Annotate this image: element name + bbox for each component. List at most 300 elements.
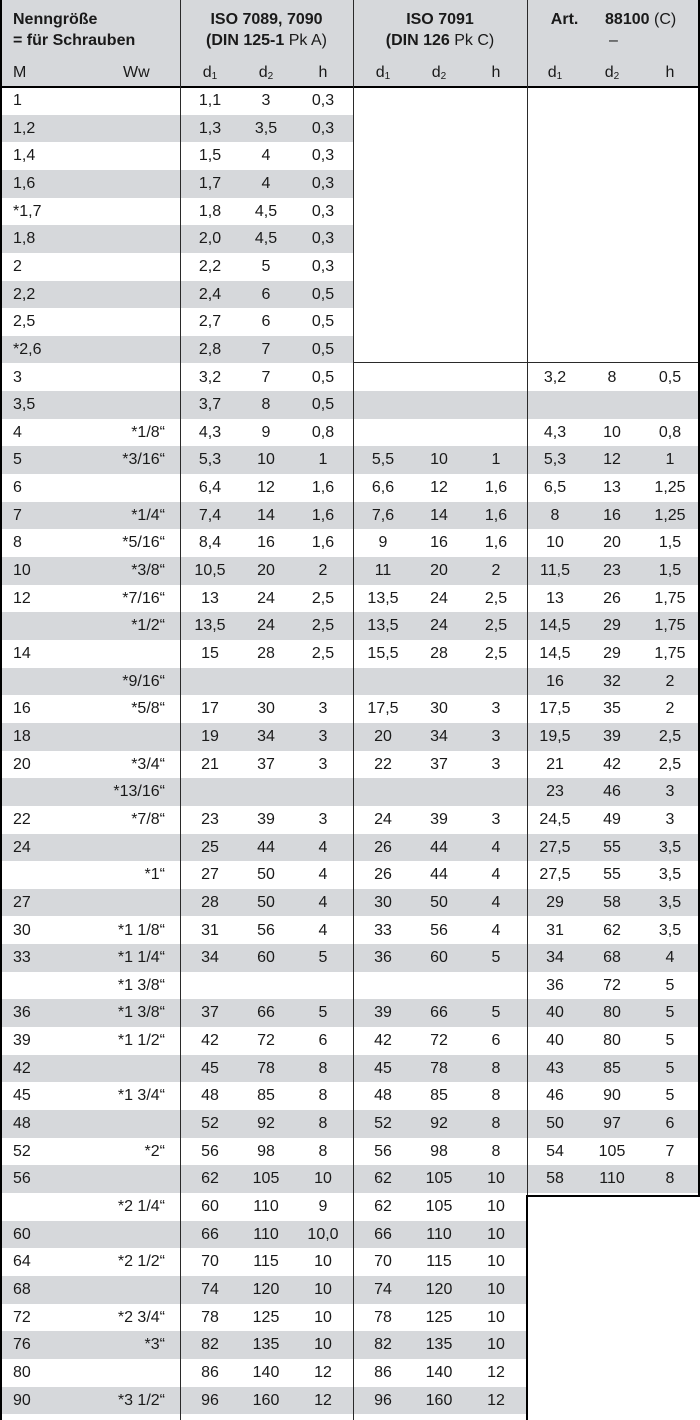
cell-art88100-d1: 10 xyxy=(546,534,564,552)
cell-iso7091-h: 8 xyxy=(491,1087,501,1105)
cell-iso7091-d1: 5,5 xyxy=(371,451,395,469)
subheader-d1: $d_1$ xyxy=(375,64,391,82)
cell-iso7089-d1: 37 xyxy=(201,1004,219,1022)
cell-iso7089-h: 0,5 xyxy=(311,285,335,303)
cell-iso7089-d1: 6,4 xyxy=(198,479,222,497)
cell-art88100-h: 1,25 xyxy=(654,479,686,497)
cell-iso7089-d1: 45 xyxy=(201,1059,219,1077)
cell-iso7091-h: 1,6 xyxy=(484,479,508,497)
cell-iso7091-d2: 37 xyxy=(430,755,448,773)
cell-iso7089-h: 3 xyxy=(318,700,328,718)
cell-art88100-h: 0,8 xyxy=(658,423,682,441)
cell-art88100-h: 3,5 xyxy=(658,838,682,856)
cell-iso7089-h: 4 xyxy=(318,838,328,856)
cell-art88100-d1: 19,5 xyxy=(539,727,571,745)
cell-iso7091-d2: 85 xyxy=(430,1087,448,1105)
cell-art88100-h: 3,5 xyxy=(658,866,682,884)
cell-iso7091-d2: 14 xyxy=(430,506,448,524)
cell-art88100-h: 5 xyxy=(665,1087,675,1105)
cell-iso7091-d1: 45 xyxy=(374,1059,392,1077)
cell-m: 6 xyxy=(13,479,22,497)
cell-iso7089-d1: 52 xyxy=(201,1115,219,1133)
cell-art88100-d1: 27,5 xyxy=(539,838,571,856)
cell-iso7091-h: 1,6 xyxy=(484,506,508,524)
cell-ww: *13/16“ xyxy=(113,783,165,801)
cell-iso7091-d2: 110 xyxy=(426,1225,452,1243)
cell-m: 56 xyxy=(13,1170,31,1188)
cell-ww: *1 1/2“ xyxy=(117,1032,165,1050)
cell-art88100-d2: 105 xyxy=(598,1142,626,1160)
cell-m: 1,4 xyxy=(13,147,36,165)
cell-iso7091-d2: 34 xyxy=(430,727,448,745)
cell-iso7091-d2: 44 xyxy=(430,838,448,856)
cell-m: 1,2 xyxy=(13,119,36,137)
cell-iso7091-d1: 9 xyxy=(378,534,388,552)
cell-art88100-d1: 16 xyxy=(546,672,564,690)
cell-iso7091-d2: 115 xyxy=(426,1253,452,1271)
cell-art88100-d1: 31 xyxy=(546,921,564,939)
subheader-d2: $d_2$ xyxy=(431,64,447,82)
cell-m: 1,8 xyxy=(13,230,36,248)
subheader-d1: $d_1$ xyxy=(202,64,218,82)
cell-art88100-d1: 24,5 xyxy=(539,810,571,828)
cell-iso7091-d1: 78 xyxy=(374,1308,392,1326)
cell-iso7089-d1: 1,5 xyxy=(198,147,222,165)
cell-iso7091-h: 3 xyxy=(491,810,501,828)
cell-iso7091-d2: 98 xyxy=(430,1142,448,1160)
cell-m: 64 xyxy=(13,1253,31,1271)
cell-art88100-d1: 5,3 xyxy=(543,451,567,469)
cell-iso7089-d2: 7 xyxy=(261,340,271,358)
bottom-right-rule xyxy=(527,1195,700,1197)
cell-iso7089-d2: 3 xyxy=(261,92,271,109)
cell-m: 12 xyxy=(13,589,31,607)
cell-iso7091-d2: 72 xyxy=(430,1032,448,1050)
cell-m: 48 xyxy=(13,1115,31,1133)
cell-iso7091-d2: 135 xyxy=(425,1336,453,1354)
cell-iso7089-h: 5 xyxy=(318,949,328,967)
cell-iso7091-d2: 10 xyxy=(430,451,448,469)
cell-art88100-h: 3 xyxy=(665,783,675,801)
cell-iso7091-h: 8 xyxy=(491,1059,501,1077)
cell-iso7089-d2: 37 xyxy=(257,755,275,773)
cell-iso7089-h: 10 xyxy=(314,1253,332,1271)
cell-iso7089-d1: 96 xyxy=(201,1391,219,1409)
cell-art88100-h: 5 xyxy=(665,976,675,994)
cell-iso7089-d1: 7,4 xyxy=(198,506,222,524)
cell-art88100-d1: 54 xyxy=(546,1142,564,1160)
cell-iso7091-d1: 24 xyxy=(374,810,392,828)
cell-iso7089-h: 0,5 xyxy=(311,340,335,358)
cell-iso7089-d2: 28 xyxy=(257,645,275,662)
cell-iso7091-h: 4 xyxy=(491,838,501,856)
article-line2: – xyxy=(609,32,618,49)
cell-art88100-h: 2 xyxy=(665,672,675,690)
cell-iso7089-d2: 12 xyxy=(257,479,275,497)
cell-art88100-h: 3 xyxy=(665,810,675,828)
cell-iso7089-d2: 6 xyxy=(261,313,271,331)
cell-iso7089-d1: 3,7 xyxy=(198,396,222,414)
cell-iso7089-d1: 28 xyxy=(201,893,219,911)
cell-art88100-d1: 23 xyxy=(546,783,564,801)
cell-iso7091-d2: 125 xyxy=(425,1308,453,1326)
cell-iso7091-d2: 92 xyxy=(430,1115,448,1133)
cell-m: 7 xyxy=(13,506,22,524)
cell-iso7089-h: 0,3 xyxy=(311,92,335,109)
cell-ww: *5/8“ xyxy=(131,700,165,718)
cell-art88100-d2: 97 xyxy=(603,1115,621,1133)
cell-ww: *1 1/4“ xyxy=(117,949,165,967)
cell-iso7089-d1: 10,5 xyxy=(194,562,226,580)
cell-art88100-d2: 46 xyxy=(603,783,621,801)
cell-m: *1,7 xyxy=(13,202,42,220)
cell-ww: *1/2“ xyxy=(131,617,165,635)
cell-iso7091-h: 10 xyxy=(487,1198,505,1215)
cell-art88100-d2: 80 xyxy=(603,1004,621,1022)
cell-art88100-d2: 39 xyxy=(603,727,621,745)
cell-iso7091-d2: 24 xyxy=(430,589,448,607)
cell-art88100-d1: 8 xyxy=(550,506,560,524)
standard-a-line1: ISO 7089, 7090 xyxy=(210,11,323,28)
cell-iso7089-h: 10 xyxy=(314,1280,332,1298)
cell-iso7089-d2: 44 xyxy=(257,838,275,856)
cell-art88100-d1: 40 xyxy=(546,1004,564,1022)
cell-ww: *3/8“ xyxy=(131,562,165,580)
cell-art88100-d2: 42 xyxy=(603,755,621,773)
divider-std-b xyxy=(527,0,528,1196)
cell-iso7089-d2: 9 xyxy=(261,423,271,441)
cell-iso7089-h: 10,0 xyxy=(307,1225,339,1243)
cell-art88100-h: 1,5 xyxy=(658,562,682,580)
cell-iso7089-d1: 78 xyxy=(201,1308,219,1326)
cell-iso7089-d2: 16 xyxy=(257,534,275,552)
cell-art88100-d2: 55 xyxy=(603,866,621,884)
cell-art88100-h: 5 xyxy=(665,1004,675,1022)
subheader-d2: $d_2$ xyxy=(258,64,274,82)
cell-iso7089-d1: 2,0 xyxy=(198,230,222,248)
cell-iso7089-d2: 72 xyxy=(257,1032,275,1050)
cell-art88100-h: 1,75 xyxy=(654,645,686,662)
cell-m: 52 xyxy=(13,1142,31,1160)
cell-iso7089-d1: 8,4 xyxy=(198,534,222,552)
cell-m: 4 xyxy=(13,423,22,441)
cell-art88100-d2: 20 xyxy=(603,534,621,552)
cell-m: 10 xyxy=(13,562,31,580)
cell-art88100-h: 7 xyxy=(665,1142,675,1160)
cell-art88100-d2: 85 xyxy=(603,1059,621,1077)
cell-m: 20 xyxy=(13,755,31,773)
cell-iso7089-d2: 50 xyxy=(257,866,275,884)
cell-art88100-d2: 49 xyxy=(603,810,621,828)
cell-iso7089-d2: 4,5 xyxy=(254,202,278,220)
cell-ww: *1/8“ xyxy=(131,423,165,441)
cell-iso7089-h: 12 xyxy=(314,1391,332,1409)
cell-art88100-h: 3,5 xyxy=(658,893,682,911)
cell-m: 68 xyxy=(13,1280,31,1298)
cell-iso7089-h: 10 xyxy=(314,1170,332,1188)
cell-iso7089-h: 10 xyxy=(314,1308,332,1326)
cell-art88100-h: 1,5 xyxy=(658,534,682,552)
cell-iso7089-d2: 5 xyxy=(261,257,271,275)
cell-m: *2,6 xyxy=(13,340,42,358)
cell-m: 2,5 xyxy=(13,313,36,331)
cell-iso7089-h: 8 xyxy=(318,1059,328,1077)
cell-iso7089-d1: 13,5 xyxy=(194,617,226,635)
cell-iso7091-d2: 78 xyxy=(430,1059,448,1077)
cell-iso7089-d2: 140 xyxy=(252,1363,280,1381)
cell-iso7091-d1: 62 xyxy=(374,1198,392,1215)
cell-iso7089-d1: 82 xyxy=(201,1336,219,1354)
cell-iso7089-d2: 4,5 xyxy=(254,230,278,248)
cell-iso7089-d2: 34 xyxy=(257,727,275,745)
cell-art88100-d1: 43 xyxy=(546,1059,564,1077)
cell-iso7091-h: 1 xyxy=(491,451,501,469)
cell-iso7091-d1: 52 xyxy=(374,1115,392,1133)
cell-iso7091-h: 10 xyxy=(487,1225,505,1243)
cell-iso7089-d1: 19 xyxy=(201,727,219,745)
cell-iso7089-d1: 34 xyxy=(201,949,219,967)
size-title-line1: Nenngröße xyxy=(13,11,98,28)
cell-iso7091-d2: 44 xyxy=(430,866,448,884)
cell-art88100-d2: 16 xyxy=(603,506,621,524)
cell-ww: *2“ xyxy=(144,1142,165,1160)
cell-iso7089-d2: 56 xyxy=(257,921,275,939)
cell-ww: *9/16“ xyxy=(122,672,165,690)
cell-iso7091-d2: 12 xyxy=(430,479,448,497)
subheader-d1: $d_1$ xyxy=(547,64,563,82)
cell-iso7091-d2: 56 xyxy=(430,921,448,939)
cell-iso7089-h: 0,5 xyxy=(311,396,335,414)
cell-iso7091-d1: 11 xyxy=(374,562,392,580)
cell-art88100-d1: 29 xyxy=(546,893,564,911)
cell-iso7091-d1: 36 xyxy=(374,949,392,967)
cell-iso7091-d1: 66 xyxy=(374,1225,392,1243)
cell-iso7089-d1: 66 xyxy=(201,1225,219,1243)
subheader-m: M xyxy=(13,64,27,81)
cell-m: 30 xyxy=(13,921,31,939)
cell-art88100-h: 2,5 xyxy=(658,727,682,745)
cell-ww: *7/16“ xyxy=(122,589,165,607)
cell-iso7089-d1: 56 xyxy=(201,1142,219,1160)
left-border xyxy=(0,0,2,1420)
cell-art88100-d2: 12 xyxy=(603,451,621,469)
cell-iso7089-d1: 15 xyxy=(201,645,219,662)
cell-iso7089-d2: 98 xyxy=(257,1142,275,1160)
cell-iso7089-h: 1 xyxy=(318,451,328,469)
cell-iso7091-d2: 24 xyxy=(430,617,448,635)
cell-iso7091-d1: 86 xyxy=(374,1363,392,1381)
cell-iso7089-h: 8 xyxy=(318,1087,328,1105)
cell-iso7091-h: 10 xyxy=(487,1170,505,1188)
cell-art88100-h: 1 xyxy=(665,451,675,469)
standard-b-line1: ISO 7091 xyxy=(406,11,474,28)
cell-iso7089-d1: 3,2 xyxy=(198,368,222,386)
cell-art88100-d1: 17,5 xyxy=(539,700,571,718)
cell-ww: *3 1/2“ xyxy=(117,1391,165,1409)
cell-art88100-h: 1,25 xyxy=(654,506,686,524)
cell-iso7091-d2: 140 xyxy=(425,1363,453,1381)
cell-ww: *3/16“ xyxy=(122,451,165,469)
cell-iso7091-d1: 56 xyxy=(374,1142,392,1160)
cell-m: 90 xyxy=(13,1391,31,1409)
cell-iso7089-d2: 105 xyxy=(252,1170,280,1188)
cell-iso7089-d2: 10 xyxy=(257,451,275,469)
cell-iso7089-d2: 125 xyxy=(252,1308,280,1326)
cell-iso7091-d1: 20 xyxy=(374,727,392,745)
cell-art88100-h: 5 xyxy=(665,1032,675,1050)
blank-area-bottom xyxy=(527,1196,700,1420)
cell-m: 33 xyxy=(13,949,31,967)
cell-iso7091-h: 3 xyxy=(491,727,501,745)
cell-art88100-h: 1,75 xyxy=(654,589,686,607)
cell-iso7089-d2: 110 xyxy=(253,1198,279,1215)
cell-iso7091-d2: 105 xyxy=(425,1198,453,1215)
cell-iso7089-d1: 4,3 xyxy=(198,423,222,441)
cell-iso7089-d1: 17 xyxy=(201,700,219,718)
cell-art88100-d1: 46 xyxy=(546,1087,564,1105)
article-line1: Art. 88100 (C) xyxy=(550,11,677,28)
cell-art88100-d2: 32 xyxy=(603,672,621,690)
cell-iso7089-d2: 39 xyxy=(257,810,275,828)
cell-art88100-d2: 10 xyxy=(603,423,621,441)
cell-iso7091-d2: 39 xyxy=(430,810,448,828)
cell-iso7089-h: 2,5 xyxy=(311,617,335,635)
cell-iso7089-h: 4 xyxy=(318,921,328,939)
cell-iso7089-d1: 70 xyxy=(201,1253,219,1271)
cell-m: 39 xyxy=(13,1032,31,1050)
cell-iso7091-h: 10 xyxy=(487,1253,505,1271)
cell-iso7089-h: 9 xyxy=(318,1198,328,1215)
cell-iso7089-h: 4 xyxy=(318,893,328,911)
cell-iso7089-d2: 92 xyxy=(257,1115,275,1133)
cell-iso7089-h: 4 xyxy=(318,866,328,884)
bottom-std-b-rule xyxy=(526,1195,528,1420)
cell-iso7089-d2: 115 xyxy=(253,1253,279,1271)
cell-iso7091-d2: 60 xyxy=(430,949,448,967)
cell-iso7089-d1: 31 xyxy=(201,921,219,939)
cell-iso7091-h: 2,5 xyxy=(484,645,508,662)
cell-m: 80 xyxy=(13,1363,31,1381)
cell-iso7089-d1: 74 xyxy=(201,1280,219,1298)
cell-art88100-d2: 62 xyxy=(603,921,621,939)
cell-m: 2 xyxy=(13,257,22,275)
cell-art88100-d1: 40 xyxy=(546,1032,564,1050)
cell-iso7091-h: 12 xyxy=(487,1391,505,1409)
cell-iso7089-d2: 135 xyxy=(252,1336,280,1354)
cell-iso7091-d1: 13,5 xyxy=(367,617,399,635)
row-stripe xyxy=(0,391,700,419)
cell-iso7089-h: 0,3 xyxy=(311,202,335,220)
cell-iso7089-d1: 1,7 xyxy=(198,174,222,192)
cell-iso7091-h: 8 xyxy=(491,1142,501,1160)
cell-iso7089-d1: 23 xyxy=(201,810,219,828)
cell-m: 22 xyxy=(13,810,31,828)
cell-art88100-d2: 13 xyxy=(603,479,621,497)
cell-iso7091-h: 8 xyxy=(491,1115,501,1133)
cell-iso7091-d1: 48 xyxy=(374,1087,392,1105)
cell-iso7091-h: 4 xyxy=(491,893,501,911)
cell-iso7089-d2: 4 xyxy=(261,147,271,165)
cell-iso7089-d2: 20 xyxy=(257,562,275,580)
cell-iso7089-d2: 24 xyxy=(257,617,275,635)
cell-iso7089-h: 0,3 xyxy=(311,119,335,137)
cell-iso7091-d2: 66 xyxy=(430,1004,448,1022)
cell-iso7089-d2: 24 xyxy=(257,589,275,607)
size-title-line2: = für Schrauben xyxy=(13,32,136,49)
cell-iso7089-d1: 42 xyxy=(201,1032,219,1050)
cell-iso7091-h: 2 xyxy=(491,562,501,580)
cell-iso7089-d1: 13 xyxy=(201,589,219,607)
cell-iso7091-h: 10 xyxy=(487,1280,505,1298)
cell-art88100-h: 3,5 xyxy=(658,921,682,939)
cell-m: 1 xyxy=(13,92,22,109)
cell-art88100-d2: 23 xyxy=(603,562,621,580)
cell-iso7091-d1: 15,5 xyxy=(367,645,399,662)
cell-iso7089-d2: 120 xyxy=(252,1280,280,1298)
cell-iso7089-d2: 4 xyxy=(261,174,271,192)
cell-iso7089-d1: 1,3 xyxy=(198,119,222,137)
cell-iso7091-d1: 7,6 xyxy=(371,506,395,524)
cell-iso7089-h: 12 xyxy=(314,1363,332,1381)
cell-iso7091-d1: 6,6 xyxy=(371,479,395,497)
cell-art88100-h: 6 xyxy=(665,1115,675,1133)
cell-iso7091-d1: 30 xyxy=(374,893,392,911)
cell-iso7089-d1: 60 xyxy=(201,1198,219,1215)
cell-m: 5 xyxy=(13,451,22,469)
cell-iso7089-d2: 6 xyxy=(261,285,271,303)
cell-iso7091-d2: 30 xyxy=(430,700,448,718)
cell-m: 3,5 xyxy=(13,396,36,414)
cell-iso7091-d2: 20 xyxy=(430,562,448,580)
cell-iso7089-d1: 5,3 xyxy=(198,451,222,469)
cell-ww: *3“ xyxy=(144,1336,165,1354)
cell-m: 42 xyxy=(13,1059,31,1077)
cell-iso7091-h: 2,5 xyxy=(484,617,508,635)
cell-iso7091-d2: 28 xyxy=(430,645,448,662)
cell-ww: *2 1/4“ xyxy=(117,1198,165,1215)
cell-iso7091-h: 10 xyxy=(487,1308,505,1326)
cell-iso7089-d2: 3,5 xyxy=(254,119,278,137)
cell-ww: *5/16“ xyxy=(122,534,165,552)
cell-iso7089-d1: 2,2 xyxy=(198,257,222,275)
cell-m: 36 xyxy=(13,1004,31,1022)
subheader-d2: $d_2$ xyxy=(604,64,620,82)
cell-m: 76 xyxy=(13,1336,31,1354)
cell-art88100-d2: 68 xyxy=(603,949,621,967)
standard-b-line2: (DIN 126 Pk C) xyxy=(385,32,495,49)
cell-iso7089-d1: 86 xyxy=(201,1363,219,1381)
cell-iso7089-d2: 7 xyxy=(261,368,271,386)
cell-art88100-d2: 35 xyxy=(603,700,621,718)
cell-m: 16 xyxy=(13,700,31,718)
cell-iso7091-d2: 160 xyxy=(425,1391,453,1409)
cell-iso7091-h: 5 xyxy=(491,1004,501,1022)
cell-iso7089-h: 6 xyxy=(318,1032,328,1050)
cell-ww: *1 3/8“ xyxy=(117,1004,165,1022)
cell-art88100-d2: 72 xyxy=(603,976,621,994)
cell-iso7089-d2: 8 xyxy=(261,396,271,414)
cell-iso7089-h: 3 xyxy=(318,727,328,745)
cell-iso7089-h: 10 xyxy=(314,1336,332,1354)
cell-iso7091-d1: 62 xyxy=(374,1170,392,1188)
cell-m: 3 xyxy=(13,368,22,386)
cell-art88100-d2: 29 xyxy=(603,617,621,635)
cell-iso7091-d1: 42 xyxy=(374,1032,392,1050)
cell-iso7091-d1: 96 xyxy=(374,1391,392,1409)
cell-iso7089-h: 1,6 xyxy=(311,534,335,552)
cell-iso7089-h: 3 xyxy=(318,755,328,773)
cell-ww: *7/8“ xyxy=(131,810,165,828)
